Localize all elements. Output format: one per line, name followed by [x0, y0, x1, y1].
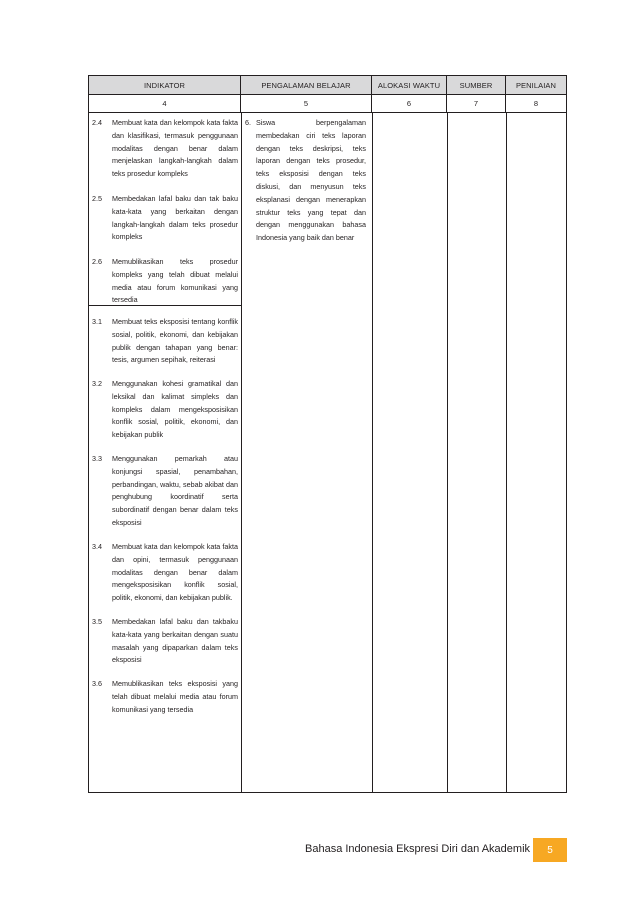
indikator-number: 2.4: [92, 118, 102, 127]
column-number: 7: [447, 95, 506, 112]
indikator-text: Memublikasikan teks prosedur kompleks yang telah dibuat melalui media atau forum komunikasi yang tersedia: [112, 257, 238, 305]
column-divider: [447, 113, 448, 792]
column-divider: [506, 113, 507, 792]
indikator-text: Memublikasikan teks eksposisi yang telah dibuat melalui media atau forum komunikasi yang tersedia: [112, 679, 238, 714]
indikator-item: [92, 378, 238, 442]
header-alokasi-waktu: ALOKASI WAKTU: [372, 76, 447, 94]
column-number-row: [89, 95, 566, 113]
indikator-text: Membuat kata dan kelompok kata fakta dan klasifikasi, termasuk penggunaan modalitas dengan benar dalam menjelaskan langkah-langkah dalam teks prosedur kompleks: [112, 118, 238, 179]
indikator-number: 3.3: [92, 454, 102, 463]
indikator-text: Membuat kata dan kelompok kata fakta dan opini, termasuk penggunaan modalitas dengan benar dalam mengeksposisikan konflik sosial, politik, ekonomi, dan kebijakan publik.: [112, 542, 238, 603]
column-number: 6: [372, 95, 447, 112]
table-header-row: [89, 76, 566, 95]
competency-table: [88, 75, 567, 793]
pengalaman-number: 6.: [245, 118, 251, 127]
column-number: 4: [89, 95, 241, 112]
indikator-text: Membedakan lafal baku dan takbaku kata-kata yang berkaitan dengan suatu masalah yang dipaparkan dalam teks eksposisi: [112, 617, 238, 665]
indikator-item: [92, 678, 238, 716]
column-divider: [372, 113, 373, 792]
indikator-number: 3.6: [92, 679, 102, 688]
pengalaman-text: Siswa berpengalaman membedakan ciri teks laporan dengan teks deskripsi, teks laporan dengan teks prosedur, teks eksposisi dengan teks diskusi, dan menyusun teks eksplanasi dengan menerapkan struktur teks yang tepat dan dengan menggunakan bahasa Indonesia yang baik dan benar: [256, 118, 366, 243]
indikator-number: 2.6: [92, 257, 102, 266]
indikator-number: 2.5: [92, 194, 102, 203]
column-number: 5: [241, 95, 372, 112]
column-divider: [241, 113, 242, 792]
indikator-item: [92, 117, 238, 181]
pengalaman-belajar-item: [245, 117, 366, 245]
page-number: 5: [533, 838, 567, 862]
indikator-text: Menggunakan pemarkah atau konjungsi spasial, penambahan, perbandingan, waktu, sebab akibat dan penghubung koordinatif serta subordinatif dengan benar dalam teks eksposisi: [112, 454, 238, 527]
indikator-item: [92, 256, 238, 307]
indikator-text: Menggunakan kohesi gramatikal dan leksikal dan kalimat simpleks dan kompleks dalam mengeksposisikan konflik sosial, politik, ekonomi, dan kebijakan publik: [112, 379, 238, 440]
indikator-item: [92, 541, 238, 605]
header-indikator: INDIKATOR: [89, 76, 241, 94]
indikator-number: 3.4: [92, 542, 102, 551]
book-title: Bahasa Indonesia Ekspresi Diri dan Akademik: [305, 843, 531, 855]
indikator-item: [92, 616, 238, 667]
header-pengalaman-belajar: PENGALAMAN BELAJAR: [241, 76, 372, 94]
indikator-text: Membuat teks eksposisi tentang konflik sosial, politik, ekonomi, dan kebijakan publik dengan tahapan yang benar: tesis, argumen sepihak, reiterasi: [112, 317, 238, 365]
indikator-number: 3.5: [92, 617, 102, 626]
indikator-text: Membedakan lafal baku dan tak baku kata-kata yang berkaitan dengan langkah-langkah dalam teks prosedur kompleks: [112, 194, 238, 242]
indikator-item: [92, 193, 238, 244]
indikator-item: [92, 453, 238, 530]
indikator-item: [92, 316, 238, 367]
header-sumber: SUMBER: [447, 76, 506, 94]
column-number: 8: [533, 99, 539, 108]
indikator-number: 3.2: [92, 379, 102, 388]
indikator-number: 3.1: [92, 317, 102, 326]
header-penilaian: PENILAIAN: [515, 80, 557, 90]
table-body: [89, 113, 566, 792]
